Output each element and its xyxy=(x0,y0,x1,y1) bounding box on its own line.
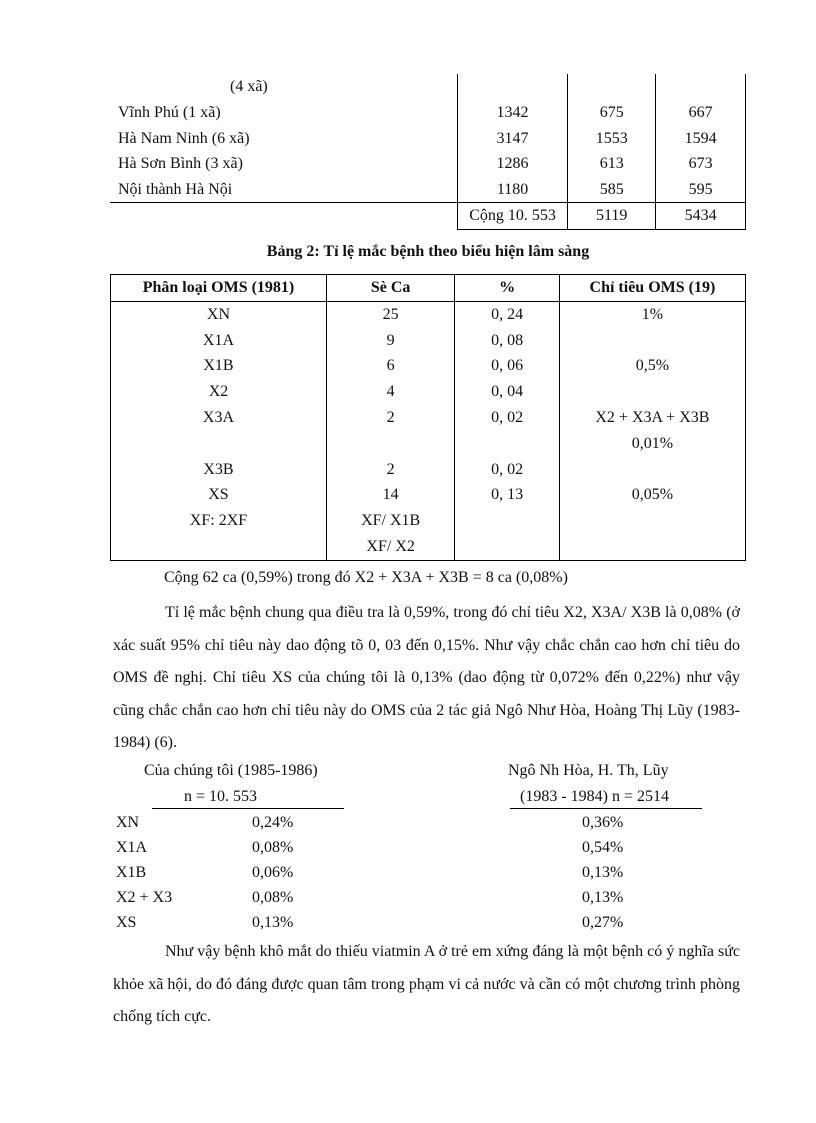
total-cell xyxy=(457,74,567,100)
table-row xyxy=(111,328,746,354)
table-cell xyxy=(111,534,327,560)
table-cell: X3A xyxy=(111,405,327,431)
region-cell: Hà Sơn Bình (3 xã) xyxy=(118,155,243,173)
reference-value: 0,13% xyxy=(582,889,624,906)
our-sample-size: n = 10. 553 xyxy=(184,788,258,805)
male-cell: 1553 xyxy=(568,126,656,152)
table-row xyxy=(111,354,746,380)
table-cell: 0, 02 xyxy=(455,405,559,431)
population-table xyxy=(110,74,746,230)
table-cell: XS xyxy=(111,483,327,509)
our-value: 0,08% xyxy=(252,889,294,906)
table-cell xyxy=(559,379,745,405)
table-cell: 0,01% xyxy=(559,431,745,457)
reference-value: 0,36% xyxy=(582,814,624,831)
table-cell xyxy=(111,431,327,457)
table-cell: X2 xyxy=(111,379,327,405)
paragraph-text: Như vậy bệnh khô mắt do thiếu viatmin A ở trẻ em xứng đáng là một bệnh có ý nghĩa sức khỏe xã hội, do đó đáng được quan tâm trong phạm vi cả nước và cần có một chương trình phòng chống tích cực. xyxy=(113,943,740,1026)
table-row xyxy=(111,302,746,328)
table-cell xyxy=(455,508,559,534)
table-cell: X1A xyxy=(111,328,327,354)
reference-sample-size: (1983 - 1984) n = 2514 xyxy=(520,788,670,805)
table-cell xyxy=(326,431,454,457)
table-cell xyxy=(455,431,559,457)
female-cell: 673 xyxy=(656,151,746,177)
total-row xyxy=(110,203,746,230)
region-cell: Hà Nam Ninh (6 xã) xyxy=(118,129,250,147)
table-cell: 25 xyxy=(326,302,454,328)
table-cell: 0, 24 xyxy=(455,302,559,328)
our-value: 0,08% xyxy=(252,839,294,856)
body-paragraph xyxy=(113,936,740,1034)
table-cell: 0,05% xyxy=(559,483,745,509)
table-row xyxy=(110,151,746,177)
region-cell: (4 xã) xyxy=(230,78,268,96)
table-cell: XF/ X1B xyxy=(326,508,454,534)
table-cell: 0, 08 xyxy=(455,328,559,354)
total-cell: 1286 xyxy=(457,151,567,177)
comparison-label: XS xyxy=(116,914,137,931)
region-cell: Nội thành Hà Nội xyxy=(110,177,457,203)
column-header: % xyxy=(455,275,559,302)
underline-divider xyxy=(510,808,702,809)
female-cell: 1594 xyxy=(656,126,746,152)
total-cell: 1180 xyxy=(457,177,567,203)
column-header: Phân loại OMS (1981) xyxy=(111,275,327,302)
table-cell: 9 xyxy=(326,328,454,354)
table-cell: XF: 2XF xyxy=(111,508,327,534)
table-cell: 0,5% xyxy=(559,354,745,380)
table-cell: X1B xyxy=(111,354,327,380)
body-paragraph xyxy=(113,597,740,760)
table-cell xyxy=(559,508,745,534)
table-cell: 14 xyxy=(326,483,454,509)
table-cell xyxy=(455,534,559,560)
female-cell: 667 xyxy=(656,100,746,126)
underline-divider xyxy=(152,808,344,809)
table-row xyxy=(110,126,746,152)
table-cell: XF/ X2 xyxy=(326,534,454,560)
comparison-label: X2 + X3 xyxy=(116,889,173,906)
male-cell xyxy=(568,74,656,100)
table-row xyxy=(111,379,746,405)
table-cell: 0, 04 xyxy=(455,379,559,405)
table-row xyxy=(111,457,746,483)
female-total-cell: 5434 xyxy=(656,203,746,230)
our-value: 0,24% xyxy=(252,814,294,831)
table-cell: 0, 13 xyxy=(455,483,559,509)
total-cell: 1342 xyxy=(457,100,567,126)
comparison-label: X1B xyxy=(116,864,147,881)
table-cell: XN xyxy=(111,302,327,328)
table-cell xyxy=(559,457,745,483)
reference-study-header: Ngô Nh Hòa, H. Th, Lũy xyxy=(508,762,669,779)
table-row xyxy=(111,405,746,431)
reference-value: 0,54% xyxy=(582,839,624,856)
table-cell: 2 xyxy=(326,405,454,431)
table-cell: 0, 02 xyxy=(455,457,559,483)
table-cell: 6 xyxy=(326,354,454,380)
clinical-rate-table xyxy=(110,274,746,561)
table-row xyxy=(110,74,746,100)
table-cell: 4 xyxy=(326,379,454,405)
grand-total-cell: Cộng 10. 553 xyxy=(457,203,567,230)
column-header: Sè Ca xyxy=(326,275,454,302)
table-row xyxy=(110,100,746,126)
female-cell xyxy=(656,74,746,100)
empty-cell xyxy=(110,203,457,230)
table-cell: 2 xyxy=(326,457,454,483)
table-cell xyxy=(559,534,745,560)
male-cell: 585 xyxy=(568,177,656,203)
table-caption: Bảng 2: Tỉ lệ mắc bệnh theo biểu hiện lâm sàng xyxy=(266,243,590,260)
total-cell: 3147 xyxy=(457,126,567,152)
our-value: 0,13% xyxy=(252,914,294,931)
table-row xyxy=(110,177,746,203)
region-cell: Vĩnh Phú (1 xã) xyxy=(118,104,221,121)
table-cell xyxy=(559,328,745,354)
male-total-cell: 5119 xyxy=(568,203,656,230)
our-study-header: Của chúng tôi (1985-1986) xyxy=(144,762,318,779)
reference-value: 0,27% xyxy=(582,914,624,931)
male-cell: 675 xyxy=(568,100,656,126)
table-cell: 0, 06 xyxy=(455,354,559,380)
table-row xyxy=(111,534,746,560)
table-cell: X3B xyxy=(111,457,327,483)
table-row xyxy=(111,508,746,534)
our-value: 0,06% xyxy=(252,864,294,881)
male-cell: 613 xyxy=(568,151,656,177)
comparison-label: X1A xyxy=(116,839,148,856)
column-header: Chỉ tiêu OMS (19) xyxy=(559,275,745,302)
summary-line: Cộng 62 ca (0,59%) trong đó X2 + X3A + X3B = 8 ca (0,08%) xyxy=(164,569,568,586)
reference-value: 0,13% xyxy=(582,864,624,881)
paragraph-text: Tỉ lệ mắc bệnh chung qua điều tra là 0,59%, trong đó chỉ tiêu X2, X3A/ X3B là 0,08% (ở xác suất 95% chỉ tiêu này dao động tõ 0, 03 đến 0,15%. Như vậy chắc chắn cao hơn chỉ tiêu do OMS đề nghị. Chỉ tiêu XS của chúng tôi là 0,13% (dao động từ 0,072% đến 0,22%) như vậy cũng chắc chắn cao hơn chỉ tiêu này do OMS của 2 tác giả Ngô Như Hòa, Hoàng Thị Lũy (1983-1984) (6). xyxy=(113,604,740,752)
comparison-label: XN xyxy=(116,814,140,831)
table-cell: X2 + X3A + X3B xyxy=(559,405,745,431)
female-cell: 595 xyxy=(656,177,746,203)
table-cell: 1% xyxy=(559,302,745,328)
table-row xyxy=(111,431,746,457)
table-row xyxy=(111,483,746,509)
table-header-row xyxy=(111,275,746,302)
